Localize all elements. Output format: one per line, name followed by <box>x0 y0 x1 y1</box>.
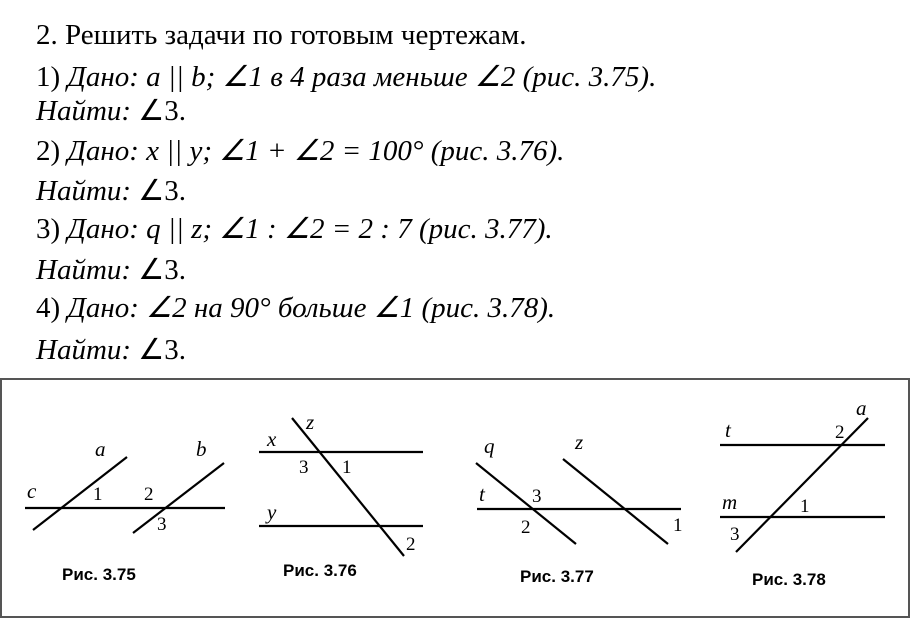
angle-2: 2 <box>144 484 154 505</box>
line-a <box>33 457 127 530</box>
figure-3-78 <box>720 396 885 589</box>
angle-1: 1 <box>800 496 810 517</box>
angle-1: 1 <box>342 457 352 478</box>
angle-2: 2 <box>835 422 845 443</box>
angle-2: 2 <box>406 534 416 555</box>
angle-1: 1 <box>673 515 683 536</box>
figure-3-76 <box>259 410 423 580</box>
angle-3: 3 <box>157 514 167 535</box>
label-t: t <box>725 418 731 442</box>
find-4: Найти: ∠3. <box>36 334 187 366</box>
label-q: q <box>484 434 495 458</box>
find-3: Найти: ∠3. <box>36 254 187 286</box>
angle-3: 3 <box>532 486 542 507</box>
line-a <box>736 418 868 552</box>
task-title: 2. Решить задачи по готовым чертежам. <box>36 19 527 51</box>
label-t: t <box>479 482 485 506</box>
caption-3-77: Рис. 3.77 <box>520 567 594 586</box>
figure-3-77 <box>476 430 683 586</box>
problem-1: 1) Дано: a || b; ∠1 в 4 раза меньше ∠2 (рис. 3.75). <box>36 61 657 93</box>
label-x: x <box>267 427 277 451</box>
label-y: y <box>267 500 277 524</box>
problem-3: 3) Дано: q || z; ∠1 : ∠2 = 2 : 7 (рис. 3.77). <box>36 213 553 245</box>
angle-3: 3 <box>730 524 740 545</box>
angle-3: 3 <box>299 457 309 478</box>
label-z: z <box>575 430 584 454</box>
angle-2: 2 <box>521 517 531 538</box>
label-b: b <box>196 437 207 461</box>
label-a: a <box>95 437 106 461</box>
find-1: Найти: ∠3. <box>36 95 187 127</box>
label-z: z <box>306 410 315 434</box>
label-m: m <box>722 490 738 514</box>
caption-3-76: Рис. 3.76 <box>283 561 357 580</box>
line-z <box>292 418 404 556</box>
label-a: a <box>856 396 867 420</box>
find-2: Найти: ∠3. <box>36 175 187 207</box>
figure-3-75 <box>25 437 225 584</box>
line-z <box>563 459 668 544</box>
caption-3-75: Рис. 3.75 <box>62 565 136 584</box>
problem-4: 4) Дано: ∠2 на 90° больше ∠1 (рис. 3.78). <box>36 292 556 324</box>
caption-3-78: Рис. 3.78 <box>752 570 826 589</box>
problem-2: 2) Дано: x || y; ∠1 + ∠2 = 100° (рис. 3.76). <box>36 135 565 167</box>
angle-1: 1 <box>93 484 103 505</box>
label-c: c <box>27 479 37 503</box>
